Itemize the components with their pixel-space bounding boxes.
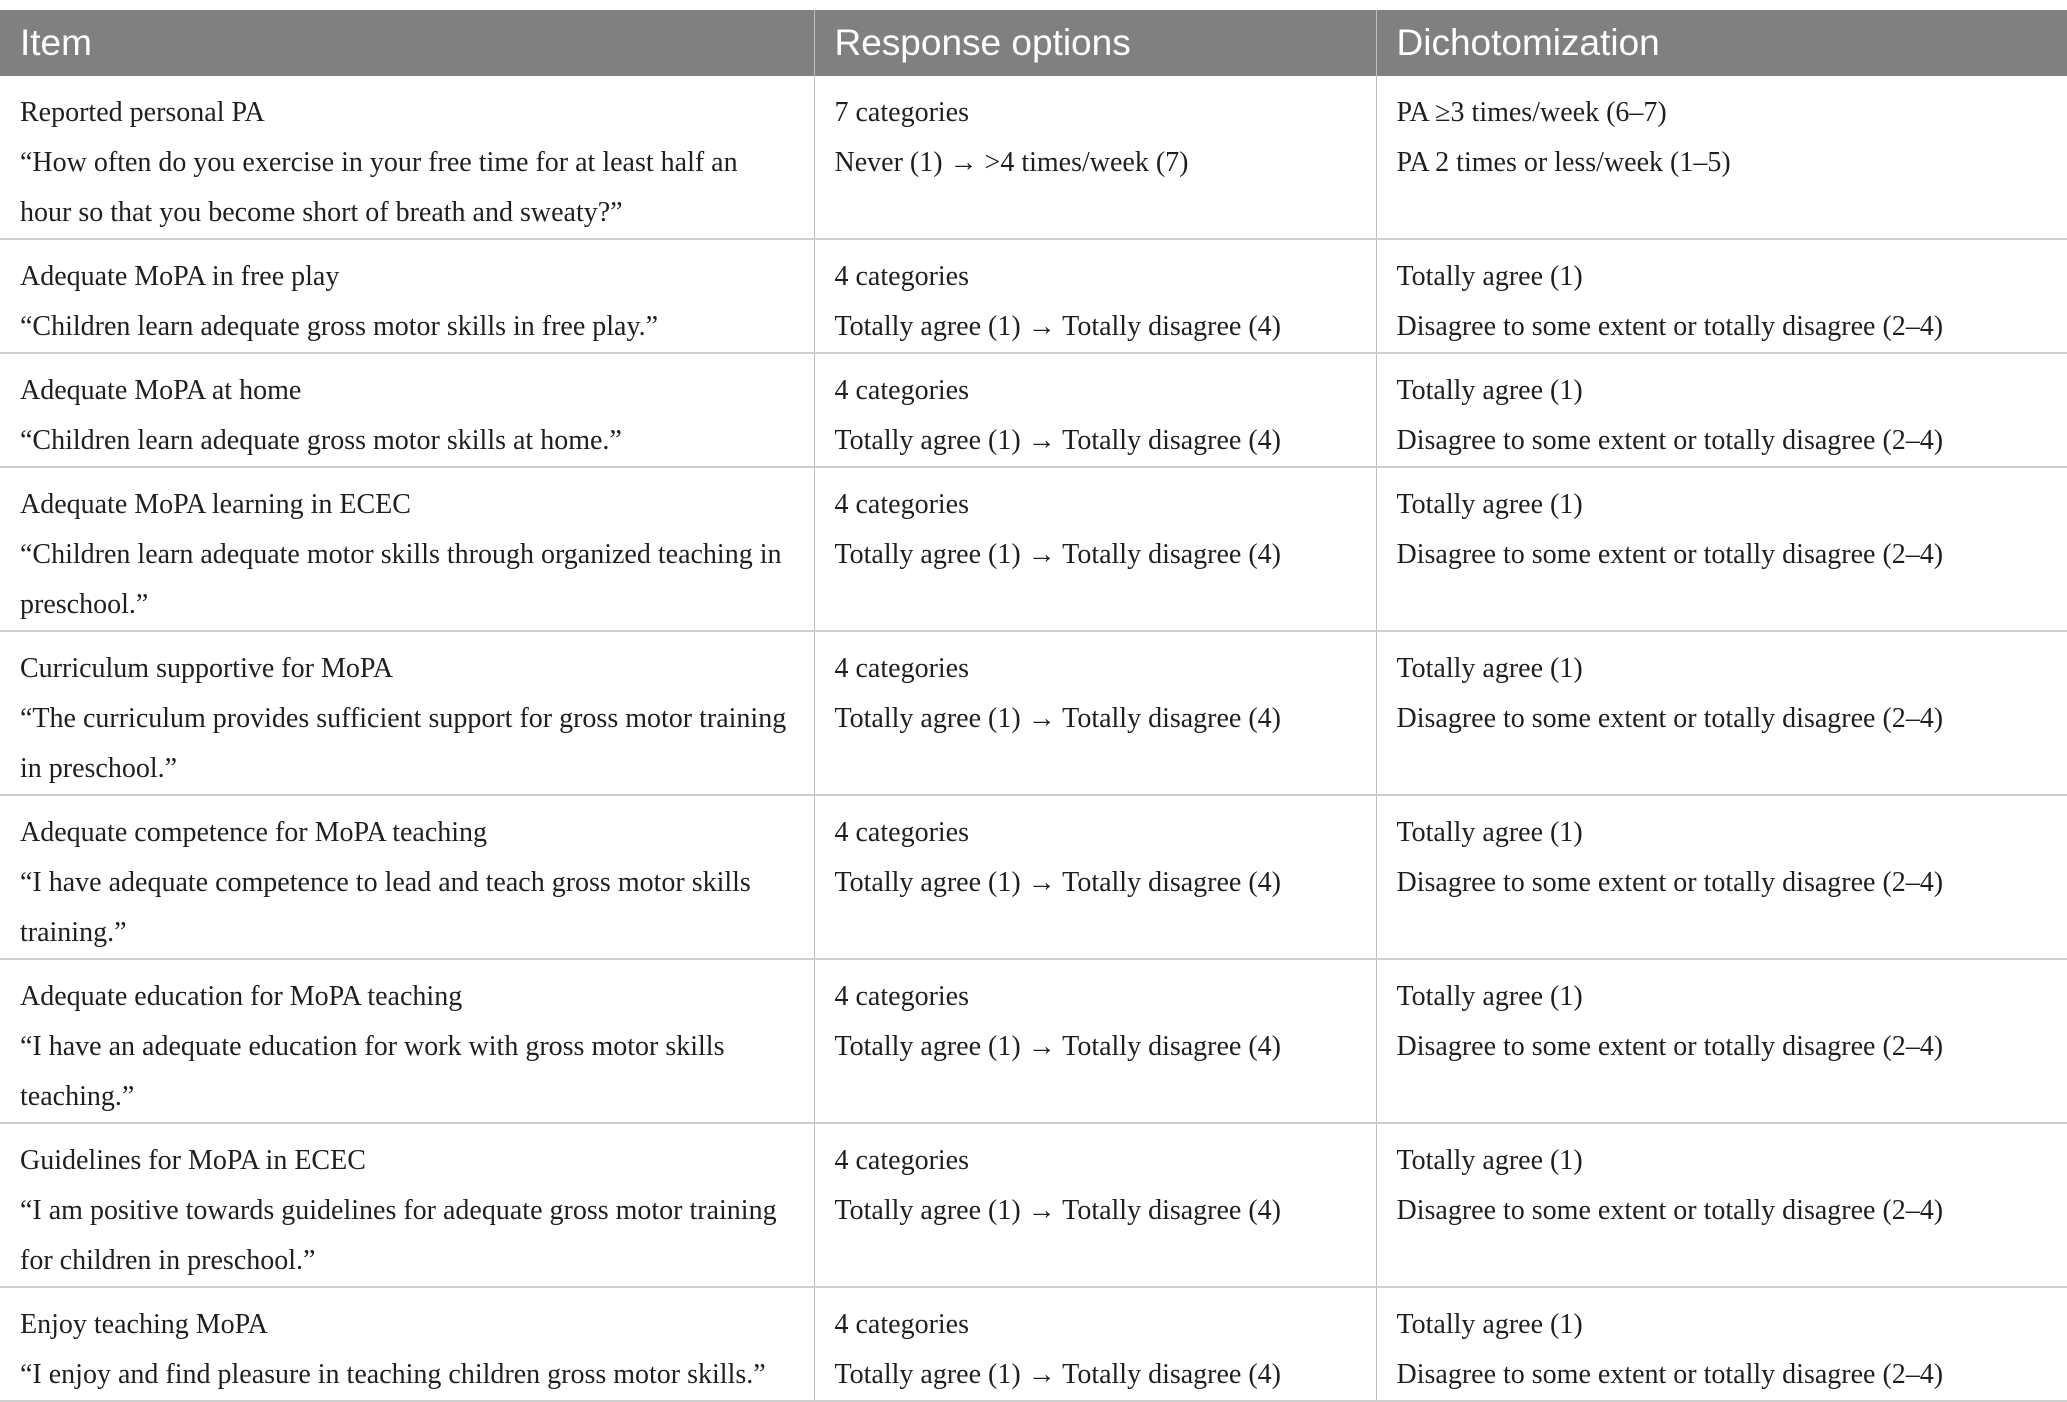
item-cell — [0, 239, 814, 353]
dichotomization-negative: Disagree to some extent or totally disagree (2–4) — [1396, 539, 1944, 570]
response-range: Totally agree (1) → Totally disagree (4) — [834, 539, 1282, 570]
dichotomization-negative: Disagree to some extent or totally disagree (2–4) — [1396, 703, 1944, 734]
table-header — [0, 10, 2067, 76]
response-cell — [814, 959, 1376, 1123]
item-quote: “I am positive towards guidelines for adequate gross motor training for children in preschool.” — [20, 1195, 777, 1276]
item-title: Guidelines for MoPA in ECEC — [20, 1145, 366, 1176]
item-cell — [0, 631, 814, 795]
table-body — [0, 76, 2067, 1401]
response-range: Totally agree (1) → Totally disagree (4) — [834, 867, 1282, 898]
item-cell — [0, 795, 814, 959]
dichotomization-positive: Totally agree (1) — [1396, 375, 1583, 406]
response-cell — [814, 239, 1376, 353]
response-categories: 4 categories — [834, 375, 969, 406]
table-row — [0, 353, 2067, 467]
header-row — [0, 10, 2067, 76]
header-response-options: Response options — [814, 10, 1376, 76]
table-row — [0, 795, 2067, 959]
dichotomization-negative: Disagree to some extent or totally disagree (2–4) — [1396, 425, 1944, 456]
dichotomization-cell — [1376, 353, 2067, 467]
table-row — [0, 631, 2067, 795]
item-quote: “Children learn adequate motor skills through organized teaching in preschool.” — [20, 539, 782, 620]
table-row — [0, 1287, 2067, 1401]
item-title: Curriculum supportive for MoPA — [20, 653, 394, 684]
dichotomization-positive: Totally agree (1) — [1396, 817, 1583, 848]
table-row — [0, 76, 2067, 239]
item-title: Adequate MoPA learning in ECEC — [20, 489, 411, 520]
item-title: Reported personal PA — [20, 97, 265, 128]
response-categories: 4 categories — [834, 489, 969, 520]
response-range: Totally agree (1) → Totally disagree (4) — [834, 1031, 1282, 1062]
item-title: Adequate MoPA at home — [20, 375, 302, 406]
dichotomization-positive: Totally agree (1) — [1396, 261, 1583, 292]
dichotomization-negative: PA 2 times or less/week (1–5) — [1396, 147, 1731, 178]
table-row — [0, 239, 2067, 353]
item-title: Adequate competence for MoPA teaching — [20, 817, 488, 848]
item-quote: “Children learn adequate gross motor skills in free play.” — [20, 311, 659, 342]
dichotomization-positive: Totally agree (1) — [1396, 1145, 1583, 1176]
item-title: Adequate education for MoPA teaching — [20, 981, 463, 1012]
dichotomization-cell — [1376, 631, 2067, 795]
table-row — [0, 959, 2067, 1123]
item-cell — [0, 959, 814, 1123]
dichotomization-positive: Totally agree (1) — [1396, 489, 1583, 520]
item-quote: “Children learn adequate gross motor skills at home.” — [20, 425, 622, 456]
item-quote: “I have adequate competence to lead and teach gross motor skills training.” — [20, 867, 751, 948]
items-table — [0, 10, 2067, 1402]
dichotomization-positive: Totally agree (1) — [1396, 1309, 1583, 1340]
response-categories: 4 categories — [834, 261, 969, 292]
response-categories: 4 categories — [834, 1145, 969, 1176]
response-categories: 4 categories — [834, 653, 969, 684]
response-categories: 4 categories — [834, 1309, 969, 1340]
response-range: Totally agree (1) → Totally disagree (4) — [834, 311, 1282, 342]
dichotomization-cell — [1376, 1287, 2067, 1401]
item-cell — [0, 467, 814, 631]
response-cell — [814, 467, 1376, 631]
item-quote: “The curriculum provides sufficient support for gross motor training in preschool.” — [20, 703, 787, 784]
response-cell — [814, 795, 1376, 959]
dichotomization-negative: Disagree to some extent or totally disagree (2–4) — [1396, 867, 1944, 898]
table-row — [0, 1123, 2067, 1287]
response-range: Totally agree (1) → Totally disagree (4) — [834, 1195, 1282, 1226]
response-categories: 4 categories — [834, 817, 969, 848]
item-quote: “I enjoy and find pleasure in teaching children gross motor skills.” — [20, 1359, 766, 1390]
response-range: Totally agree (1) → Totally disagree (4) — [834, 425, 1282, 456]
dichotomization-negative: Disagree to some extent or totally disagree (2–4) — [1396, 1031, 1944, 1062]
response-categories: 7 categories — [834, 97, 969, 128]
item-cell — [0, 353, 814, 467]
response-cell — [814, 353, 1376, 467]
response-cell — [814, 1123, 1376, 1287]
dichotomization-cell — [1376, 1123, 2067, 1287]
response-range: Never (1) → >4 times/week (7) — [834, 147, 1189, 178]
response-range: Totally agree (1) → Totally disagree (4) — [834, 703, 1282, 734]
response-cell — [814, 1287, 1376, 1401]
response-cell — [814, 631, 1376, 795]
item-quote: “I have an adequate education for work with gross motor skills teaching.” — [20, 1031, 725, 1112]
dichotomization-negative: Disagree to some extent or totally disagree (2–4) — [1396, 1359, 1944, 1390]
response-categories: 4 categories — [834, 981, 969, 1012]
item-quote: “How often do you exercise in your free time for at least half an hour so that you become short of breath and sweaty?” — [20, 147, 738, 228]
dichotomization-positive: Totally agree (1) — [1396, 981, 1583, 1012]
header-item: Item — [0, 10, 814, 76]
dichotomization-negative: Disagree to some extent or totally disagree (2–4) — [1396, 311, 1944, 342]
dichotomization-cell — [1376, 795, 2067, 959]
dichotomization-cell — [1376, 959, 2067, 1123]
header-dichotomization: Dichotomization — [1376, 10, 2067, 76]
item-cell — [0, 1123, 814, 1287]
item-cell — [0, 76, 814, 239]
dichotomization-cell — [1376, 239, 2067, 353]
item-cell — [0, 1287, 814, 1401]
dichotomization-positive: Totally agree (1) — [1396, 653, 1583, 684]
dichotomization-negative: Disagree to some extent or totally disagree (2–4) — [1396, 1195, 1944, 1226]
response-cell — [814, 76, 1376, 239]
dichotomization-cell — [1376, 467, 2067, 631]
item-title: Adequate MoPA in free play — [20, 261, 340, 292]
dichotomization-positive: PA ≥3 times/week (6–7) — [1396, 97, 1667, 128]
item-title: Enjoy teaching MoPA — [20, 1309, 268, 1340]
response-range: Totally agree (1) → Totally disagree (4) — [834, 1359, 1282, 1390]
table-row — [0, 467, 2067, 631]
dichotomization-cell — [1376, 76, 2067, 239]
